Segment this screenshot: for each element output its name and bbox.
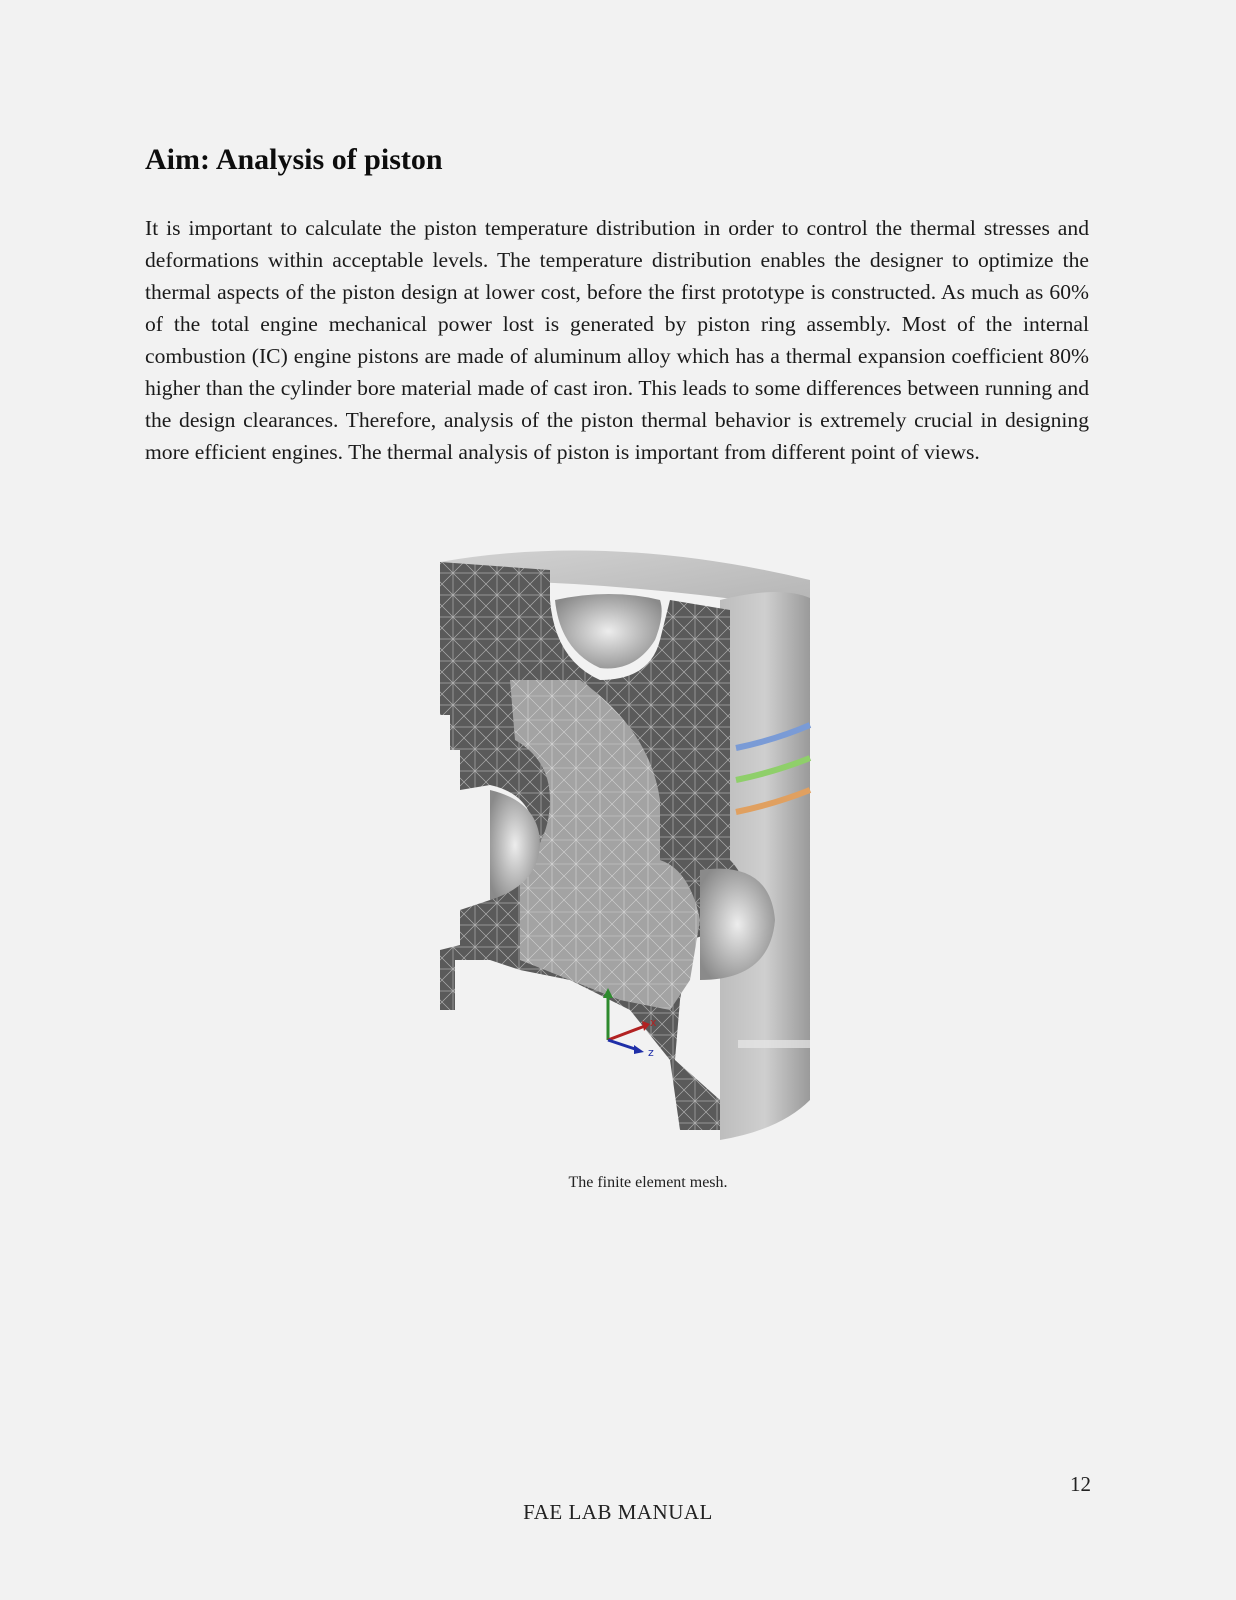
piston-ring-groove [738, 1040, 810, 1048]
intro-paragraph: It is important to calculate the piston temperature distribution in order to control the thermal stresses and deformations within acceptable levels. The temperature distribution enables the designer to optimize the thermal aspects of the piston design at lower cost, before the first prototype is constructed. As much as 60% of the total engine mechanical power lost is generated by piston ring assembly. Most of the internal combustion (IC) engine pistons are made of aluminum alloy which has a thermal expansion coefficient 80% higher than the cylinder bore material made of cast iron. This leads to some differences between running and the design clearances. Therefore, analysis of the piston thermal behavior is extremely crucial in designing more efficient engines. The thermal analysis of piston is important from different point of views. [145, 216, 1089, 464]
page-heading: Aim: Analysis of piston [145, 143, 443, 176]
combustion-bowl [555, 594, 662, 668]
page-footer: FAE LAB MANUAL [523, 1500, 713, 1524]
piston-mesh-image [420, 540, 840, 1160]
axis-z-label: z [648, 1046, 654, 1059]
page-number: 12 [1070, 1472, 1091, 1496]
figure-caption: The finite element mesh. [568, 1174, 728, 1191]
axis-x-label: x [650, 1016, 657, 1029]
piston-mesh-figure [420, 540, 840, 1160]
